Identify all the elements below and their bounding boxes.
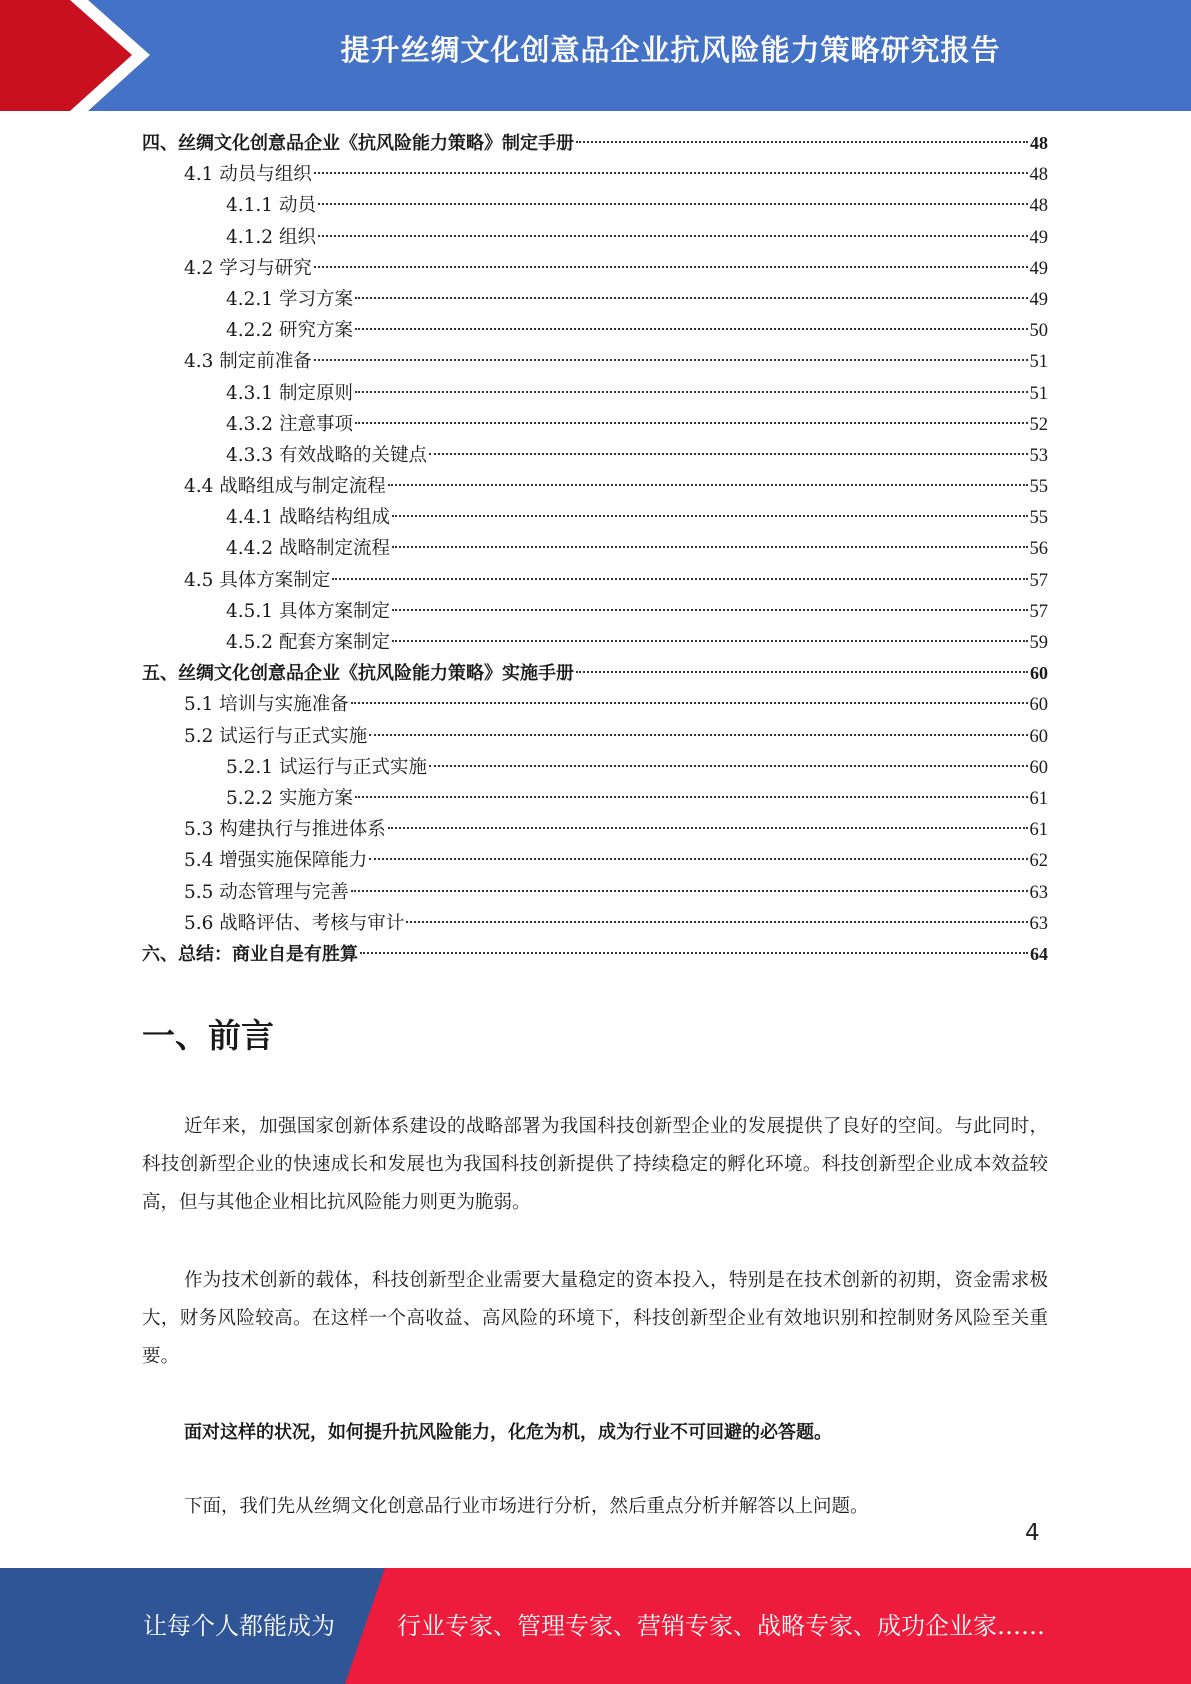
toc-entry-page: 57 [1029, 601, 1048, 622]
toc-entry-title: 5.1 培训与实施准备 [184, 694, 349, 716]
toc-entry-title: 4.3.2 注意事项 [226, 413, 353, 435]
toc-entry[interactable] [142, 627, 1048, 658]
toc-entry-page: 60 [1030, 663, 1048, 684]
toc-dot-leader [392, 546, 1028, 548]
toc-entry-page: 61 [1029, 820, 1048, 841]
toc-entry[interactable] [142, 908, 1048, 939]
toc-dot-leader [314, 266, 1028, 268]
toc-entry-page: 61 [1029, 788, 1048, 809]
toc-entry[interactable] [142, 814, 1048, 845]
toc-entry[interactable] [142, 159, 1048, 190]
toc-entry[interactable] [142, 721, 1048, 752]
toc-entry[interactable] [142, 346, 1048, 377]
toc-dot-leader [388, 827, 1028, 829]
toc-entry[interactable] [142, 877, 1048, 908]
footer-slogan-left: 让每个人都能成为 [143, 1612, 335, 1640]
toc-entry-title: 4.1.2 组织 [226, 226, 316, 248]
footer-slogan-right: 行业专家、管理专家、营销专家、战略专家、成功企业家…… [397, 1612, 1045, 1640]
page-header [0, 0, 1191, 111]
toc-entry-page: 64 [1030, 943, 1048, 964]
toc-entry[interactable] [142, 939, 1048, 970]
toc-entry-title: 4.2.2 研究方案 [226, 320, 353, 342]
toc-entry[interactable] [142, 596, 1048, 627]
toc-dot-leader [351, 702, 1028, 704]
toc-entry-page: 60 [1029, 726, 1048, 747]
toc-entry-page: 51 [1029, 352, 1048, 373]
paragraph-intro-2: 作为技术创新的载体，科技创新型企业需要大量稳定的资本投入，特别是在技术创新的初期，资金需求极大，财务风险较高。在这样一个高收益、高风险的环境下，科技创新型企业有效地识别和控制财务风险至关重要。 [142, 1270, 1048, 1367]
toc-entry-title: 4.5.1 具体方案制定 [226, 600, 390, 622]
toc-dot-leader [332, 578, 1027, 580]
toc-entry-page: 56 [1029, 539, 1048, 560]
toc-entry-page: 60 [1029, 757, 1048, 778]
toc-dot-leader [355, 796, 1028, 798]
toc-entry-title: 4.3.3 有效战略的关键点 [226, 444, 427, 466]
toc-dot-leader [392, 609, 1028, 611]
toc-entry[interactable] [142, 284, 1048, 315]
toc-entry-page: 48 [1029, 196, 1048, 217]
toc-entry-title: 5.2.2 实施方案 [226, 787, 353, 809]
toc-entry-title: 4.4.2 战略制定流程 [226, 538, 390, 560]
toc-dot-leader [318, 203, 1028, 205]
page-number: 4 [1025, 1520, 1040, 1546]
toc-entry-title: 4.5 具体方案制定 [184, 569, 331, 591]
toc-dot-leader [369, 734, 1027, 736]
toc-dot-leader [314, 172, 1028, 174]
toc-entry-page: 55 [1029, 477, 1048, 498]
toc-entry-title: 5.2 试运行与正式实施 [184, 725, 368, 747]
toc-dot-leader [392, 640, 1028, 642]
toc-entry-page: 48 [1029, 165, 1048, 186]
toc-entry-title: 4.1.1 动员 [226, 195, 316, 217]
toc-entry-page: 49 [1029, 289, 1048, 310]
toc-entry[interactable] [142, 689, 1048, 720]
toc-entry-title: 4.5.2 配套方案制定 [226, 632, 390, 653]
toc-entry-title: 4.2.1 学习方案 [226, 288, 353, 310]
toc-entry[interactable] [142, 658, 1048, 689]
toc-entry-page: 48 [1030, 133, 1048, 153]
toc-entry-page: 59 [1029, 633, 1048, 653]
toc-entry[interactable] [142, 565, 1048, 596]
toc-entry-page: 53 [1029, 445, 1048, 466]
toc-dot-leader [369, 858, 1027, 860]
toc-entry-page: 52 [1029, 414, 1048, 435]
toc-entry[interactable] [142, 315, 1048, 346]
toc-entry-page: 55 [1029, 508, 1048, 529]
toc-dot-leader [392, 515, 1028, 517]
toc-entry-page: 49 [1029, 227, 1048, 248]
toc-entry-page: 63 [1029, 882, 1048, 903]
toc-entry-title: 5.6 战略评估、考核与审计 [184, 912, 405, 934]
paragraph-intro-4: 下面，我们先从丝绸文化创意品行业市场进行分析，然后重点分析并解答以上问题。 [184, 1496, 869, 1517]
toc-entry[interactable] [142, 253, 1048, 284]
toc-dot-leader [355, 391, 1028, 393]
toc-entry-title: 4.4 战略组成与制定流程 [184, 476, 386, 498]
toc-entry-page: 57 [1029, 570, 1048, 591]
toc-dot-leader [576, 141, 1028, 143]
toc-dot-leader [388, 484, 1028, 486]
toc-dot-leader [429, 765, 1028, 767]
toc-entry-page: 50 [1029, 321, 1048, 342]
toc-dot-leader [314, 359, 1028, 361]
paragraph-key-question: 面对这样的状况，如何提升抗风险能力，化危为机，成为行业不可回避的必答题。 [184, 1422, 832, 1443]
toc-entry-page: 62 [1029, 851, 1048, 872]
toc-dot-leader [355, 297, 1028, 299]
toc-dot-leader [351, 890, 1028, 892]
toc-entry[interactable] [142, 783, 1048, 814]
toc-dot-leader [355, 422, 1028, 424]
toc-dot-leader [355, 328, 1028, 330]
toc-entry[interactable] [142, 378, 1048, 409]
toc-entry[interactable] [142, 190, 1048, 221]
toc-dot-leader [360, 952, 1028, 954]
report-title: 提升丝绸文化创意品企业抗风险能力策略研究报告 [340, 33, 1001, 67]
toc-dot-leader [429, 453, 1028, 455]
toc-entry-title: 4.4.1 战略结构组成 [226, 507, 390, 529]
toc-entry[interactable] [142, 845, 1048, 876]
section-heading: 一、前言 [142, 1016, 274, 1055]
toc-entry-page: 51 [1029, 383, 1048, 404]
toc-entry-page: 49 [1029, 258, 1048, 279]
toc-entry[interactable] [142, 533, 1048, 564]
toc-entry-title: 五、丝绸文化创意品企业《抗风险能力策略》实施手册 [142, 663, 574, 685]
toc-entry-page: 63 [1029, 913, 1048, 934]
toc-dot-leader [318, 235, 1028, 237]
toc-entry-title: 六、总结：商业自是有胜算 [142, 943, 358, 965]
toc-entry[interactable] [142, 440, 1048, 471]
toc-dot-leader [406, 921, 1027, 923]
toc-entry[interactable] [142, 409, 1048, 440]
toc-entry-title: 4.2 学习与研究 [184, 257, 312, 279]
toc-entry-title: 4.3 制定前准备 [184, 351, 312, 373]
table-of-contents [142, 128, 1048, 970]
toc-entry-title: 5.3 构建执行与推进体系 [184, 819, 386, 841]
toc-entry-title: 5.4 增强实施保障能力 [184, 850, 368, 872]
page-footer [0, 1568, 1191, 1684]
toc-entry[interactable] [142, 128, 1048, 159]
toc-entry[interactable] [142, 502, 1048, 533]
toc-entry-title: 5.2.1 试运行与正式实施 [226, 756, 427, 778]
toc-entry-title: 4.1 动员与组织 [184, 164, 312, 186]
toc-entry[interactable] [142, 471, 1048, 502]
toc-dot-leader [576, 671, 1028, 673]
toc-entry[interactable] [142, 222, 1048, 253]
toc-entry-title: 四、丝绸文化创意品企业《抗风险能力策略》制定手册 [142, 133, 574, 154]
toc-entry-title: 5.5 动态管理与完善 [184, 881, 349, 903]
paragraph-intro-1: 近年来，加强国家创新体系建设的战略部署为我国科技创新型企业的发展提供了良好的空间。与此同时，科技创新型企业的快速成长和发展也为我国科技创新提供了持续稳定的孵化环境。科技创新型企业成本效益较高，但与其他企业相比抗风险能力则更为脆弱。 [142, 1116, 1048, 1213]
toc-entry[interactable] [142, 752, 1048, 783]
toc-entry-title: 4.3.1 制定原则 [226, 382, 353, 404]
toc-entry-page: 60 [1029, 695, 1048, 716]
